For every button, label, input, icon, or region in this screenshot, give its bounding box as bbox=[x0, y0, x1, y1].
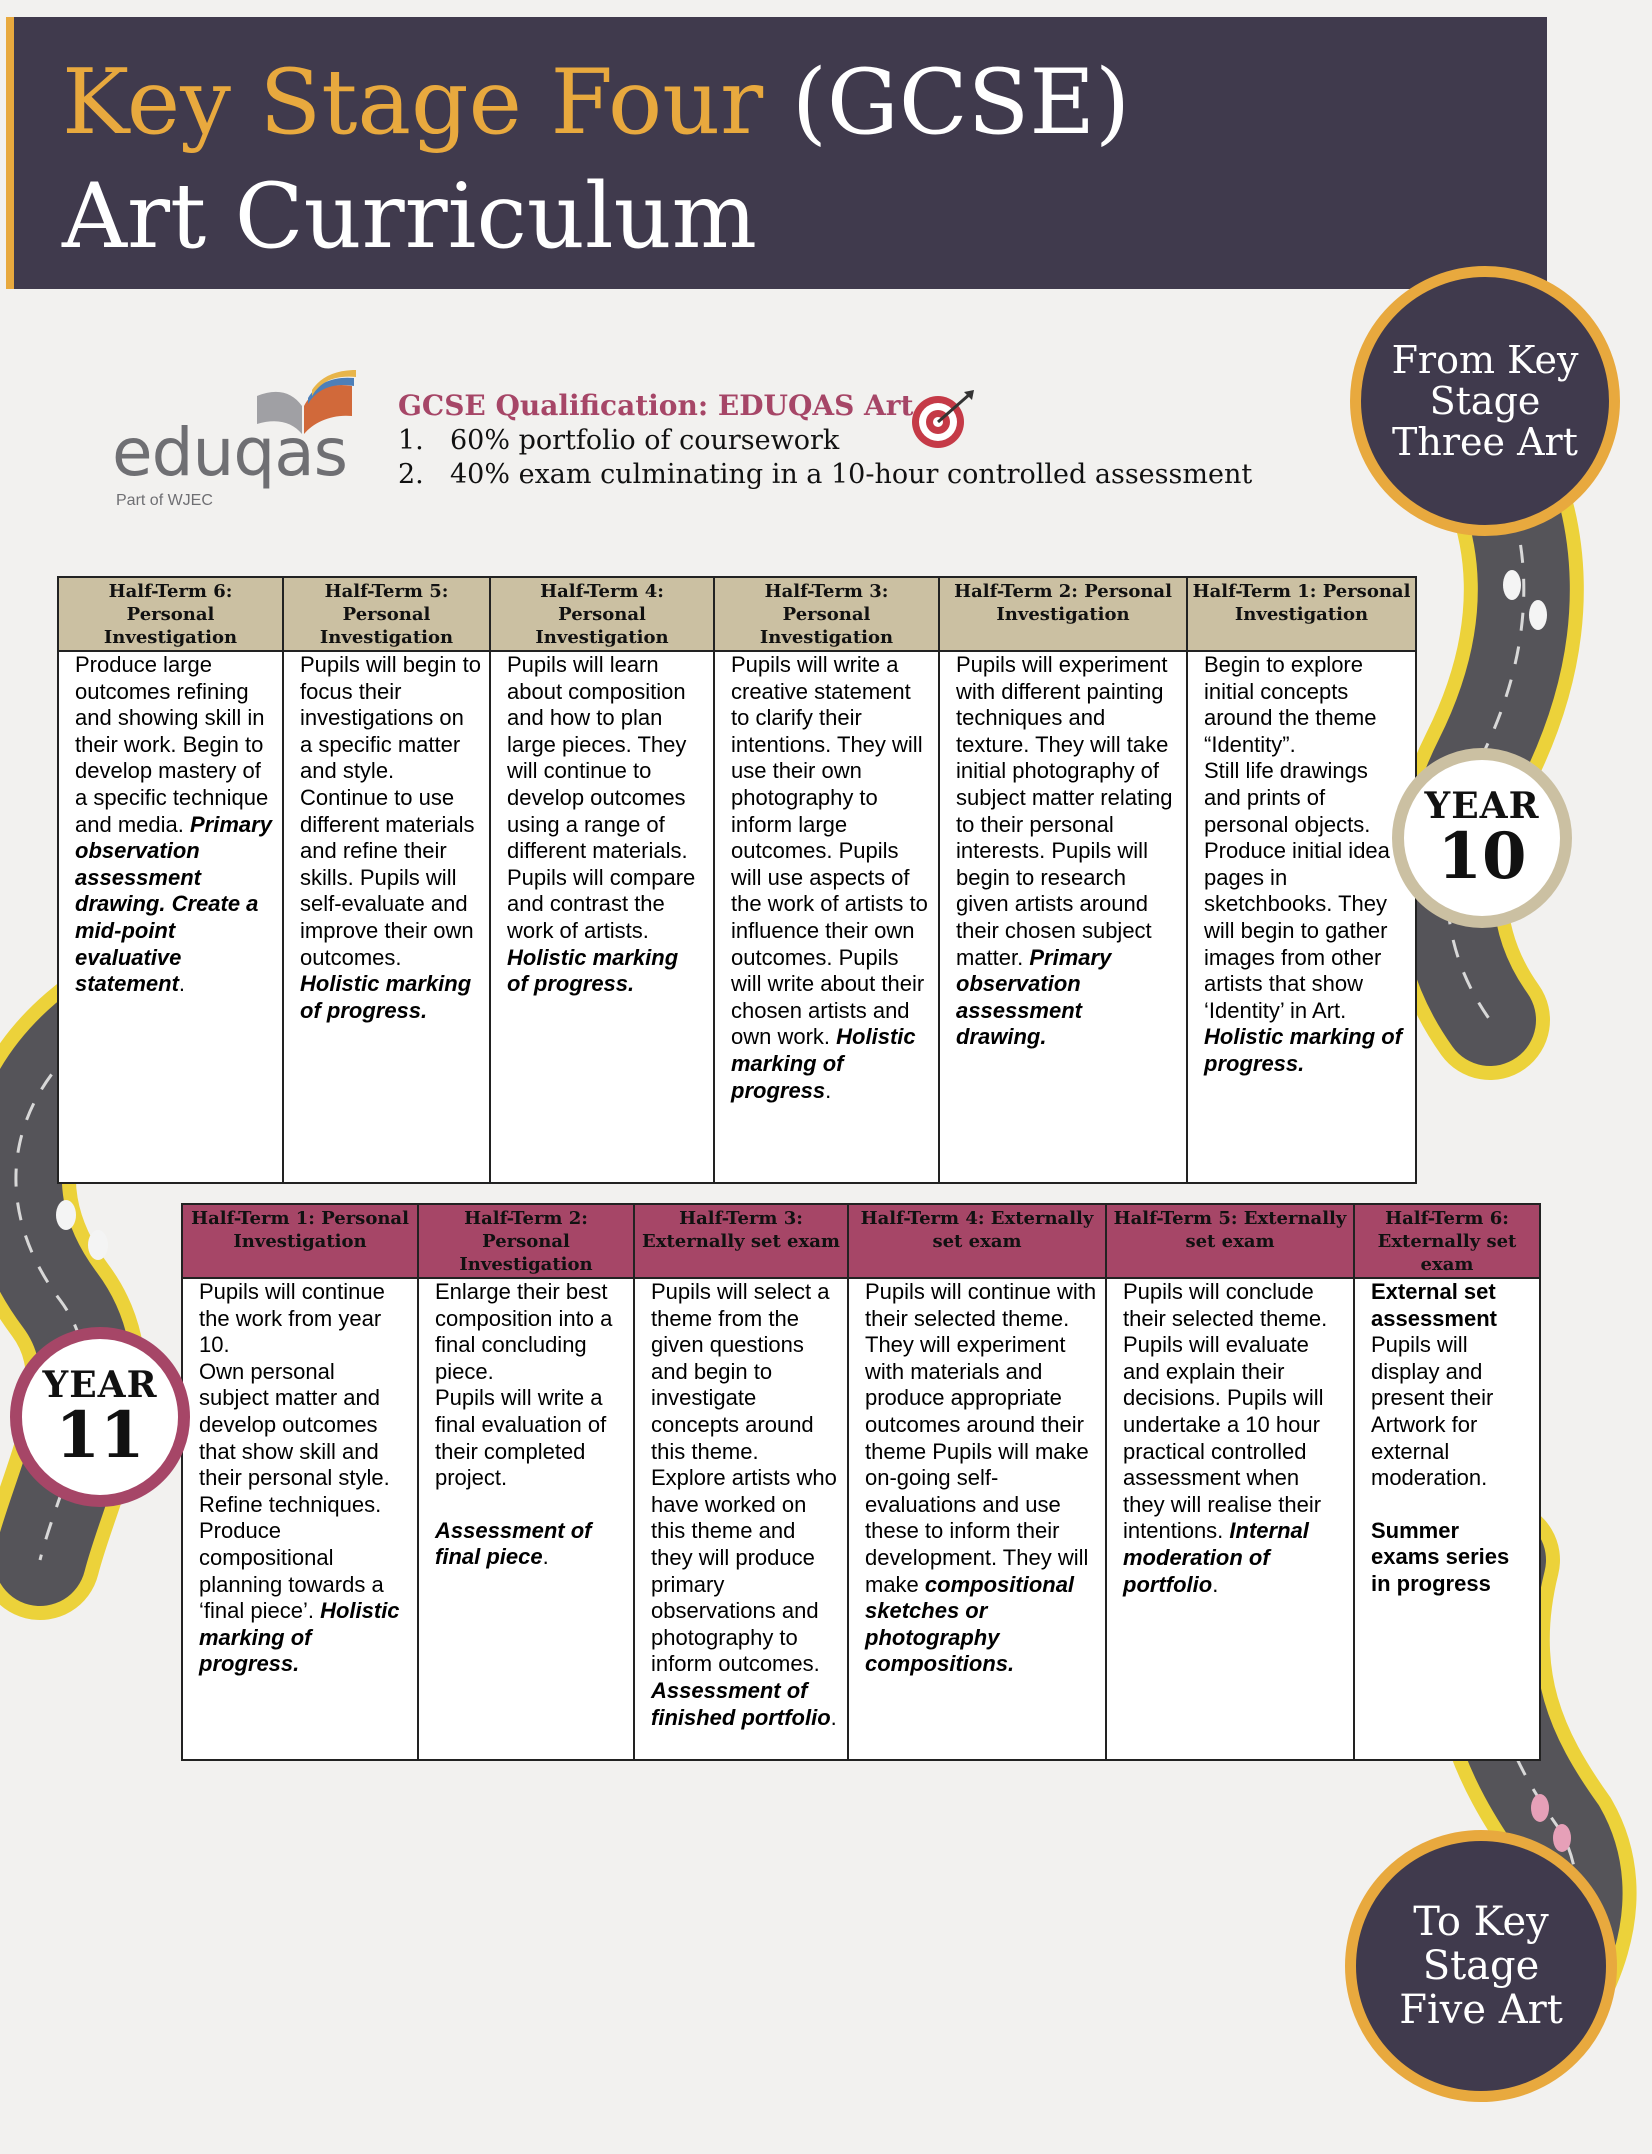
year-10-badge bbox=[1392, 748, 1572, 928]
y11-cell-ht1: Pupils will continue the work from year 10. Own personal subject matter and develop outcomes that show skill and their personal style. Refine techniques. Produce compositional planning towards a ‘final piece’. Holistic marking of progress. bbox=[182, 1278, 418, 1760]
y11-header-ht3: Half-Term 3: Externally set exam bbox=[634, 1204, 848, 1278]
from-ks3-circle bbox=[1350, 266, 1620, 536]
year-10-label: YEAR bbox=[1424, 785, 1540, 827]
page-title bbox=[62, 50, 1131, 155]
y11-header-ht1: Half-Term 1: Personal Investigation bbox=[182, 1204, 418, 1278]
y11-header-ht6: Half-Term 6: Externally set exam bbox=[1354, 1204, 1540, 1278]
y10-header-ht3: Half-Term 3: Personal Investigation bbox=[714, 577, 939, 651]
header-banner bbox=[6, 17, 1547, 289]
logo-wordmark: eduqas bbox=[112, 414, 348, 491]
title-rest: (GCSE) bbox=[791, 50, 1131, 155]
y11-cell-ht2: Enlarge their best composition into a final concluding piece. Pupils will write a final evaluation of their completed project. Assessment of final piece. bbox=[418, 1278, 634, 1760]
y10-header-ht2: Half-Term 2: Personal Investigation bbox=[939, 577, 1187, 651]
qualification-item: 2. 40% exam culminating in a 10-hour controlled assessment bbox=[398, 459, 1253, 490]
table-row bbox=[182, 1278, 1540, 1760]
table-header-row bbox=[58, 577, 1416, 651]
y10-header-ht6: Half-Term 6: Personal Investigation bbox=[58, 577, 283, 651]
title-accent: Key Stage Four bbox=[62, 50, 764, 155]
y11-cell-ht3: Pupils will select a theme from the given questions and begin to investigate concepts around this theme. Explore artists who have worked on this theme and they will produce primary observations and photography to inform outcomes. Assessment of finished portfolio. bbox=[634, 1278, 848, 1760]
logo-subtitle: Part of WJEC bbox=[116, 492, 213, 509]
year-10-table bbox=[57, 576, 1417, 1184]
year-11-number: 11 bbox=[55, 1398, 145, 1473]
y11-header-ht2: Half-Term 2: Personal Investigation bbox=[418, 1204, 634, 1278]
table-row bbox=[58, 651, 1416, 1183]
year-10-number: 10 bbox=[1437, 819, 1527, 894]
qualification-title: GCSE Qualification: EDUQAS Art bbox=[398, 389, 914, 422]
y10-header-ht5: Half-Term 5: Personal Investigation bbox=[283, 577, 490, 651]
year-11-label: YEAR bbox=[42, 1364, 158, 1406]
from-ks3-label: From Key Stage Three Art bbox=[1391, 337, 1579, 464]
eduqas-logo bbox=[112, 368, 352, 518]
y11-cell-ht5: Pupils will conclude their selected theme. Pupils will evaluate and explain their decisions. Pupils will undertake a 10 hour practical controlled assessment when they will realise their intentions. Internal moderation of portfolio. bbox=[1106, 1278, 1354, 1760]
y10-cell-ht1: Begin to explore initial concepts around the theme “Identity”. Still life drawings and prints of personal objects. Produce initial idea pages in sketchbooks. They will begin to gather images from other artists that show ‘Identity’ in Art. Holistic marking of progress. bbox=[1187, 651, 1416, 1183]
y11-header-ht5: Half-Term 5: Externally set exam bbox=[1106, 1204, 1354, 1278]
y10-header-ht4: Half-Term 4: Personal Investigation bbox=[490, 577, 714, 651]
page-subtitle: Art Curriculum bbox=[62, 164, 757, 269]
y10-cell-ht2: Pupils will experiment with different painting techniques and texture. They will take initial photography of subject matter relating to their personal interests. Pupils will begin to research given artists around their chosen subject matter. Primary observation assessment drawing. bbox=[939, 651, 1187, 1183]
target-icon bbox=[908, 390, 976, 450]
y10-cell-ht4: Pupils will learn about composition and how to plan large pieces. They will continue to develop outcomes using a range of different materials. Pupils will compare and contrast the work of artists. Holistic marking of progress. bbox=[490, 651, 714, 1183]
to-ks5-label: To Key Stage Five Art bbox=[1399, 1899, 1563, 2033]
y11-cell-ht4: Pupils will continue with their selected theme. They will experiment with materials and produce appropriate outcomes around their theme Pupils will make on-going self-evaluations and use these to inform their development. They will make compositional sketches or photography compositions. bbox=[848, 1278, 1106, 1760]
y10-cell-ht3: Pupils will write a creative statement to clarify their intentions. They will use their own photography to inform large outcomes. Pupils will use aspects of the work of artists to influence their own outcomes. Pupils will write about their chosen artists and own work. Holistic marking of progress. bbox=[714, 651, 939, 1183]
y10-header-ht1: Half-Term 1: Personal Investigation bbox=[1187, 577, 1416, 651]
to-ks5-circle bbox=[1345, 1830, 1617, 2102]
y10-cell-ht5: Pupils will begin to focus their investigations on a specific matter and style. Continue to use different materials and refine their skills. Pupils will self-evaluate and improve their own outcomes. Holistic marking of progress. bbox=[283, 651, 490, 1183]
year-11-badge bbox=[10, 1327, 190, 1507]
y10-cell-ht6: Produce large outcomes refining and showing skill in their work. Begin to develop mastery of a specific technique and media. Primary observation assessment drawing. Create a mid-point evaluative statement. bbox=[58, 651, 283, 1183]
table-header-row bbox=[182, 1204, 1540, 1278]
qualification-item: 1. 60% portfolio of coursework bbox=[398, 425, 840, 456]
qualification-list bbox=[398, 424, 1252, 492]
qualification-info bbox=[398, 388, 1252, 492]
y11-cell-ht6: External set assessment Pupils will display and present their Artwork for external moderation. Summer exams series in progress bbox=[1354, 1278, 1540, 1760]
year-11-table bbox=[181, 1203, 1541, 1761]
y11-header-ht4: Half-Term 4: Externally set exam bbox=[848, 1204, 1106, 1278]
